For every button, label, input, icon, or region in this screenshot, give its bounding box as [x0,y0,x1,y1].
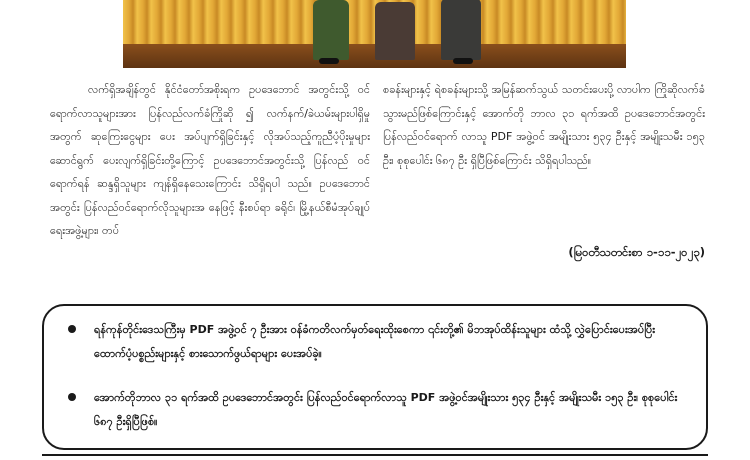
bottom-divider [42,454,708,456]
photo-detail [453,58,473,64]
article-left-column [50,78,370,243]
photo-person [375,2,415,60]
article-source: (မြဝတီသတင်းစာ ၁-၁၁-၂၀၂၃) [568,245,705,259]
article-right-column [383,78,705,172]
bullet-icon [68,393,76,401]
ceremony-photo [123,0,626,68]
photo-person [441,0,481,60]
summary-bullet-text: အောက်တိုဘာလ ၃၁ ရက်အထိ ဥပဒေဘောင်အတွင်း ပြန်လည်ဝင်ရောက်လာသူ PDF အဖွဲ့ဝင်အမျိုးသား ၅၃၄ ဦးနှင့် အမျိုးသမီး ၁၅၃ ဦး၊ စုစုပေါင်း ၆၈၇ ဦးရှိပြီဖြစ်။ [94,391,678,428]
photo-person [313,0,349,60]
summary-bullet-text: ရန်ကုန်တိုင်းဒေသကြီးမှ PDF အဖွဲ့ဝင် ၇ ဦးအား ဝန်ခံကတိလက်မှတ်ရေးထိုးစေကာ ၎င်းတို့၏ မိဘအုပ်ထိန်းသူများ ထံသို့ လွှဲပြောင်းပေးအပ်ပြီး ထောက်ပံ့ပစ္စည်းများနှင့် စားသောက်ဖွယ်ရာများ ပေးအပ်ခဲ့။ [94,323,656,360]
photo-detail [319,58,339,64]
summary-box [42,304,708,450]
summary-bullet [66,318,688,366]
summary-bullet [66,386,688,434]
article-left-text: လက်ရှိအချိန်တွင် နိုင်ငံတော်အစိုးရက ဥပဒေဘောင် အတွင်းသို့ ဝင်ရောက်လာသူများအား ပြန်လည်လက်ခံကြိုဆို ၍ လက်နက်/ခဲယမ်းများပါရှိမှုအတွက် ဆုကြေးငွေများ ပေး အပ်ပျက်ရှိခြင်းနှင့် လိုအပ်သည့်ကူညီပံ့ပိုးမှုများ ဆောင်ရွက် ပေးလျက်ရှိခြင်းတို့ကြောင့် ဥပဒေဘောင်အတွင်းသို့ ပြန်လည် ဝင်ရောက်ရန် ဆန္ဒရှိသူများ ကျန်ရှိနေသေးကြောင်း သိရှိရပါ သည်။ ဥပဒေဘောင်အတွင်း ပြန်လည်ဝင်ရောက်လိုသူများအ နေဖြင့် နီးစပ်ရာ ခရိုင်၊ မြို့နယ်စီမံအုပ်ချုပ်ရေးအဖွဲ့များ၊ တပ် [50,83,370,237]
bullet-icon [68,325,76,333]
article-right-text: စခန်းများနှင့် ရဲစခန်းများသို့ အမြန်ဆက်သွယ် သတင်းပေးပို့ လာပါက ကြိုဆိုလက်ခံသွားမည်ဖြစ်ကြောင်းနှင့် အောက်တို ဘာလ ၃၁ ရက်အထိ ဥပဒေဘောင်အတွင်း ပြန်လည်ဝင်ရောက် လာသူ PDF အဖွဲ့ဝင် အမျိုးသား ၅၃၄ ဦးနှင့် အမျိုးသမီး ၁၅၃ ဦး၊ စုစုပေါင်း ၆၈၇ ဦး ရှိပြီဖြစ်ကြောင်း သိရှိရပါသည်။ [383,83,705,167]
